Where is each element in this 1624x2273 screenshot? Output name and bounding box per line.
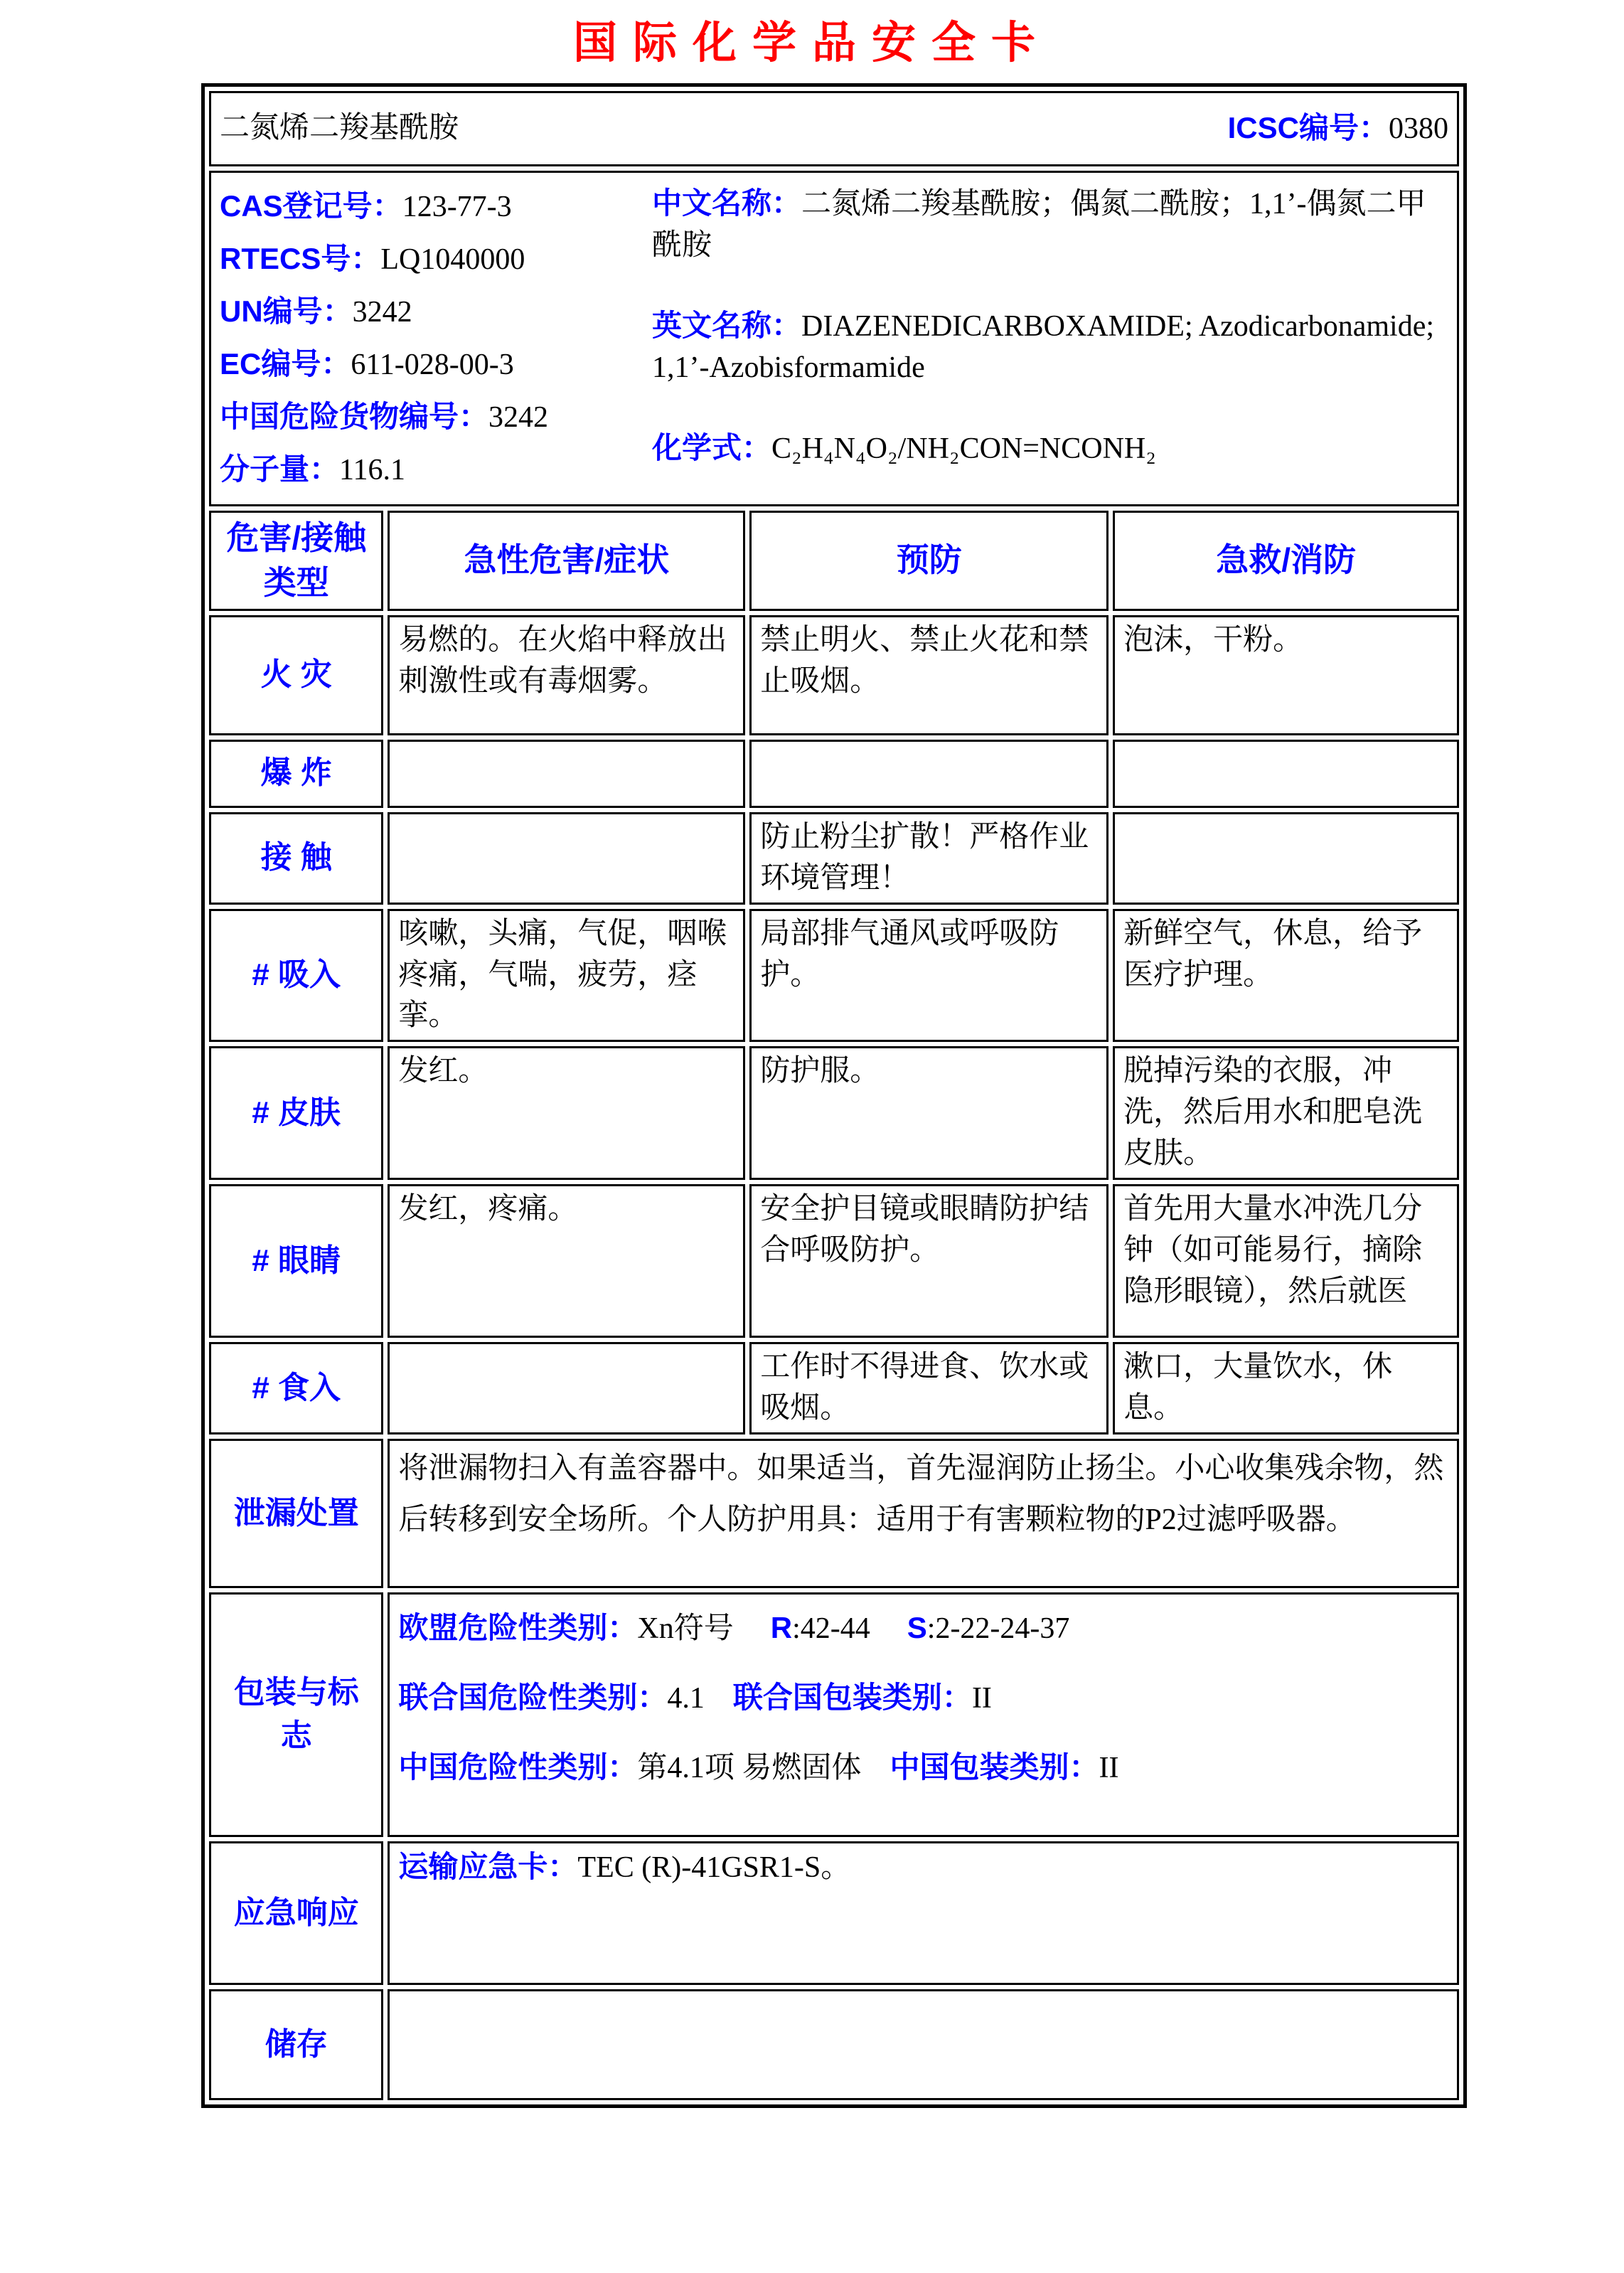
substance-name: 二氮烯二羧基酰胺	[220, 112, 459, 145]
un-number	[220, 291, 639, 334]
hazard-type-header-line2: 类型	[263, 564, 329, 602]
inhalation-symptoms-cell: 咳嗽，头痛，气促，咽喉疼痛，气喘，疲劳，痉挛。	[388, 909, 745, 1043]
fire-firstaid-cell: 泡沫，干粉。	[1113, 615, 1459, 735]
cn-hazard-class-label: 中国危险性类别：	[398, 1750, 638, 1784]
cas-value: 123-77-3	[402, 191, 512, 223]
ingestion-symptoms-cell	[388, 1342, 745, 1434]
eu-hazard-class-line	[398, 1607, 1448, 1650]
explosion-firstaid-cell	[1113, 740, 1459, 808]
china-dg-value: 3242	[488, 400, 549, 434]
icsc-card	[201, 83, 1467, 2108]
ingestion-prevention-cell: 工作时不得进食、饮水或吸烟。	[749, 1342, 1109, 1434]
cas-number	[220, 186, 639, 228]
hazard-type-ingestion: # 食入	[209, 1342, 383, 1434]
icsc-number	[1228, 107, 1448, 150]
chemical-formula	[652, 427, 1448, 470]
china-dg-label: 中国危险货物编号：	[220, 399, 489, 433]
skin-prevention-cell: 防护服。	[749, 1046, 1109, 1180]
icsc-number-label: ICSC编号：	[1227, 111, 1389, 145]
prevention-header: 预防	[749, 511, 1109, 611]
chemical-formula-value: C₂H₄N₄O₂/NH₂CON=NCONH₂	[771, 432, 1156, 465]
substance-header-cell	[209, 91, 1459, 166]
substance-header-row	[209, 91, 1459, 166]
contact-symptoms-cell	[388, 812, 745, 905]
storage-row	[209, 1989, 1459, 2100]
identifier-list	[220, 176, 639, 501]
cas-label: CAS登记号：	[220, 189, 402, 223]
english-name-value: DIAZENEDICARBOXAMIDE; Azodicarbonamide; 1,1’-Azobisformamide	[652, 309, 1435, 384]
hazard-row-eyes	[209, 1184, 1459, 1338]
ec-number	[220, 344, 639, 386]
packaging-content	[388, 1592, 1459, 1837]
eu-hazard-class-value: Xn符号	[637, 1612, 734, 1646]
transport-card-value: TEC (R)-41GSR1-S。	[577, 1851, 851, 1885]
hazard-type-fire: 火 灾	[209, 615, 383, 735]
hazard-type-eyes: # 眼睛	[209, 1184, 383, 1338]
emergency-response-label: 应急响应	[209, 1841, 383, 1985]
hazard-type-skin: # 皮肤	[209, 1046, 383, 1180]
skin-firstaid-cell: 脱掉污染的衣服，冲洗，然后用水和肥皂洗皮肤。	[1113, 1046, 1459, 1180]
eyes-prevention-cell: 安全护目镜或眼睛防护结合呼吸防护。	[749, 1184, 1109, 1338]
english-name	[652, 305, 1448, 389]
cn-hazard-class-value: 第4.1项 易燃固体	[637, 1752, 862, 1785]
transport-card-label: 运输应急卡：	[398, 1850, 578, 1884]
cn-class-line	[398, 1747, 1448, 1789]
hazard-row-explosion	[209, 740, 1459, 808]
symptoms-header: 急性危害/症状	[388, 511, 745, 611]
name-list	[639, 176, 1448, 501]
spill-disposal-label: 泄漏处置	[209, 1439, 383, 1588]
hazard-type-header	[209, 511, 383, 611]
molecular-weight	[220, 449, 639, 491]
molecular-weight-label: 分子量：	[220, 452, 340, 486]
hazard-type-contact: 接 触	[209, 812, 383, 905]
explosion-prevention-cell	[749, 740, 1109, 808]
s-phrases-label: S	[907, 1611, 927, 1645]
skin-symptoms-cell: 发红。	[388, 1046, 745, 1180]
page-title: 国际化学品安全卡	[572, 18, 1051, 68]
hazard-type-explosion: 爆 炸	[209, 740, 383, 808]
contact-prevention-cell: 防止粉尘扩散！严格作业环境管理！	[749, 812, 1109, 905]
s-phrases-value: :2-22-24-37	[926, 1612, 1070, 1646]
packaging-label: 包装与标志	[209, 1592, 383, 1837]
china-dg-number	[220, 396, 639, 439]
hazard-type-inhalation: # 吸入	[209, 909, 383, 1043]
inhalation-prevention-cell: 局部排气通风或呼吸防护。	[749, 909, 1109, 1043]
rtecs-number	[220, 238, 639, 281]
ec-label: EC编号：	[220, 346, 351, 380]
fire-prevention-cell: 禁止明火、禁止火花和禁止吸烟。	[749, 615, 1109, 735]
hazard-row-fire	[209, 615, 1459, 735]
un-label: UN编号：	[220, 294, 353, 328]
chinese-name	[652, 183, 1448, 267]
firstaid-header: 急救/消防	[1113, 511, 1459, 611]
storage-content-cell	[388, 1989, 1459, 2100]
molecular-weight-value: 116.1	[339, 453, 405, 486]
hazard-type-header-line1: 危害/接触	[226, 518, 367, 556]
un-value: 3242	[352, 295, 412, 329]
identification-row	[209, 171, 1459, 506]
spill-disposal-text: 将泄漏物扫入有盖容器中。如果适当，首先湿润防止扬尘。小心收集残余物，然后转移到安全场所。个人防护用具：适用于有害颗粒物的P2过滤呼吸器。	[388, 1439, 1459, 1588]
eyes-symptoms-cell: 发红，疼痛。	[388, 1184, 745, 1338]
rtecs-label: RTECS号：	[220, 241, 381, 275]
r-phrases-label: R	[770, 1611, 793, 1645]
icsc-number-value: 0380	[1389, 112, 1448, 146]
emergency-response-row	[209, 1841, 1459, 1985]
spill-disposal-row	[209, 1439, 1459, 1588]
emergency-response-content	[388, 1841, 1459, 1985]
ec-value: 611-028-00-3	[351, 348, 514, 381]
cn-packing-group-label: 中国包装类别：	[890, 1750, 1099, 1784]
hazard-row-ingestion	[209, 1342, 1459, 1434]
hazard-row-contact	[209, 812, 1459, 905]
un-hazard-class-label: 联合国危险性类别：	[398, 1681, 668, 1715]
un-packing-group-value: II	[971, 1682, 992, 1715]
chinese-name-label: 中文名称：	[652, 186, 802, 220]
english-name-label: 英文名称：	[652, 308, 802, 342]
chinese-name-value: 二氮烯二羧基酰胺；偶氮二酰胺；1,1’-偶氮二甲酰胺	[652, 188, 1426, 262]
r-phrases-value: :42-44	[792, 1612, 870, 1646]
inhalation-firstaid-cell: 新鲜空气，休息，给予医疗护理。	[1113, 909, 1459, 1043]
explosion-symptoms-cell	[388, 740, 745, 808]
icsc-card-table	[201, 83, 1467, 2108]
fire-symptoms-cell: 易燃的。在火焰中释放出刺激性或有毒烟雾。	[388, 615, 745, 735]
ingestion-firstaid-cell: 漱口，大量饮水，休息。	[1113, 1342, 1459, 1434]
un-class-line	[398, 1677, 1448, 1720]
cn-packing-group-value: II	[1099, 1752, 1119, 1785]
storage-label: 储存	[209, 1989, 383, 2100]
rtecs-value: LQ1040000	[380, 243, 525, 276]
chemical-formula-label: 化学式：	[652, 430, 772, 464]
hazard-header-row	[209, 511, 1459, 611]
identification-cell	[209, 171, 1459, 506]
contact-firstaid-cell	[1113, 812, 1459, 905]
eyes-firstaid-cell: 首先用大量水冲洗几分钟（如可能易行，摘除隐形眼镜），然后就医	[1113, 1184, 1459, 1338]
packaging-row	[209, 1592, 1459, 1837]
hazard-row-skin	[209, 1046, 1459, 1180]
hazard-row-inhalation	[209, 909, 1459, 1043]
eu-hazard-class-label: 欧盟危险性类别：	[398, 1611, 638, 1645]
un-hazard-class-value: 4.1	[667, 1682, 705, 1715]
un-packing-group-label: 联合国包装类别：	[732, 1681, 972, 1715]
